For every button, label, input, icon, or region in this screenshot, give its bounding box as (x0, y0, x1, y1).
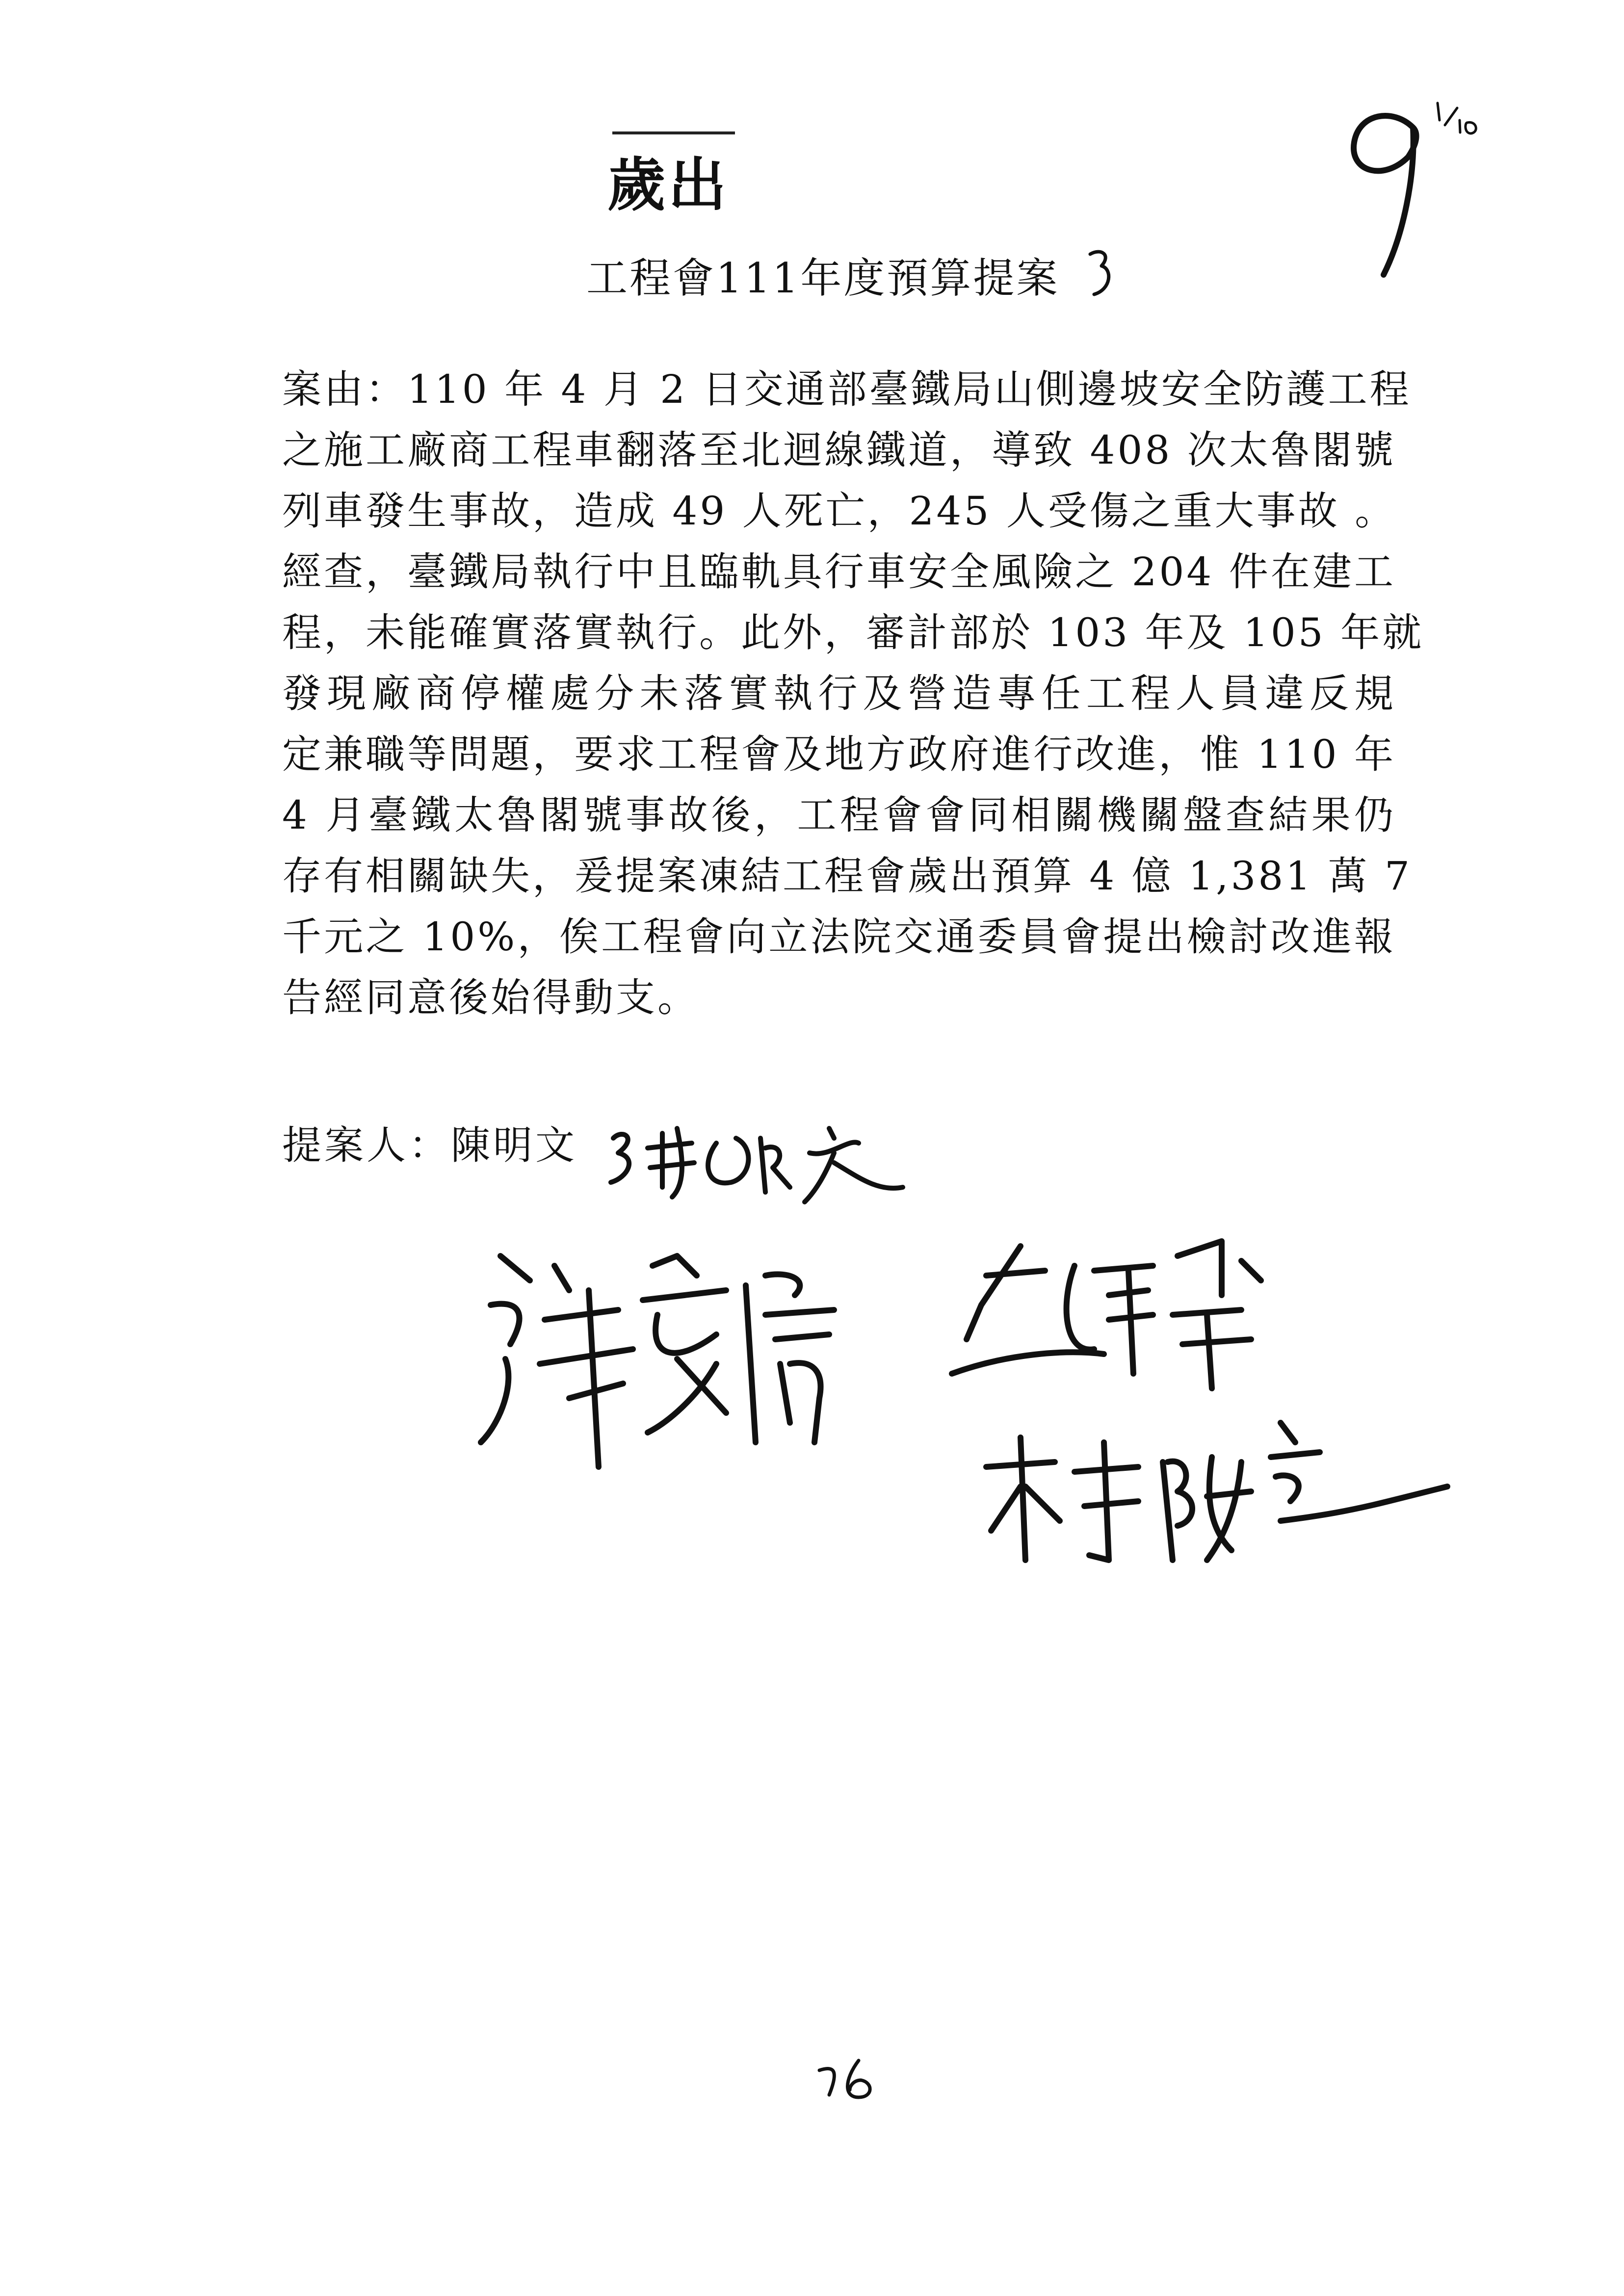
expenditure-stamp: 歲出 (607, 151, 730, 219)
signature-1 (603, 1109, 922, 1207)
handwritten-number-9 (1325, 98, 1442, 285)
body-line: 發現廠商停權處分未落實執行及營造專任工程人員違反規 (282, 671, 1396, 716)
signature-3 (947, 1226, 1320, 1403)
body-line: 案由：110 年 4 月 2 日交通部臺鐵局山側邊坡安全防護工程 (282, 366, 1412, 412)
body-line: 定兼職等問題，要求工程會及地方政府進行改進，惟 110 年 (282, 731, 1396, 777)
body-line: 告經同意後始得動支。 (282, 975, 699, 1020)
body-line: 經查，臺鐵局執行中且臨軌具行車安全風險之 204 件在建工 (282, 549, 1396, 595)
handwritten-page-marker (1433, 98, 1487, 137)
stamp-overline (612, 131, 735, 134)
proposer-label: 提案人：陳明文 (282, 1122, 577, 1168)
body-line: 程，未能確實落實執行。此外，審計部於 103 年及 105 年就 (282, 610, 1424, 655)
signature-2 (471, 1236, 864, 1482)
body-line: 4 月臺鐵太魯閣號事故後，工程會會同相關機關盤查結果仍 (282, 792, 1396, 838)
body-line: 列車發生事故，造成 49 人死亡，245 人受傷之重大事故 。 (282, 488, 1397, 534)
signature-4 (976, 1413, 1467, 1590)
title-text: 工程會111年度預算提案 (586, 254, 1060, 302)
proposal-body (282, 359, 1424, 1028)
handwritten-title-mark (1084, 245, 1119, 299)
body-line: 之施工廠商工程車翻落至北迴線鐵道，導致 408 次太魯閣號 (282, 427, 1396, 473)
footer-page-mark (814, 2051, 893, 2105)
document-title (586, 245, 1059, 305)
body-line: 千元之 10%，俟工程會向立法院交通委員會提出檢討改進報 (282, 914, 1396, 960)
body-line: 存有相關缺失，爰提案凍結工程會歲出預算 4 億 1,381 萬 7 (282, 853, 1412, 899)
